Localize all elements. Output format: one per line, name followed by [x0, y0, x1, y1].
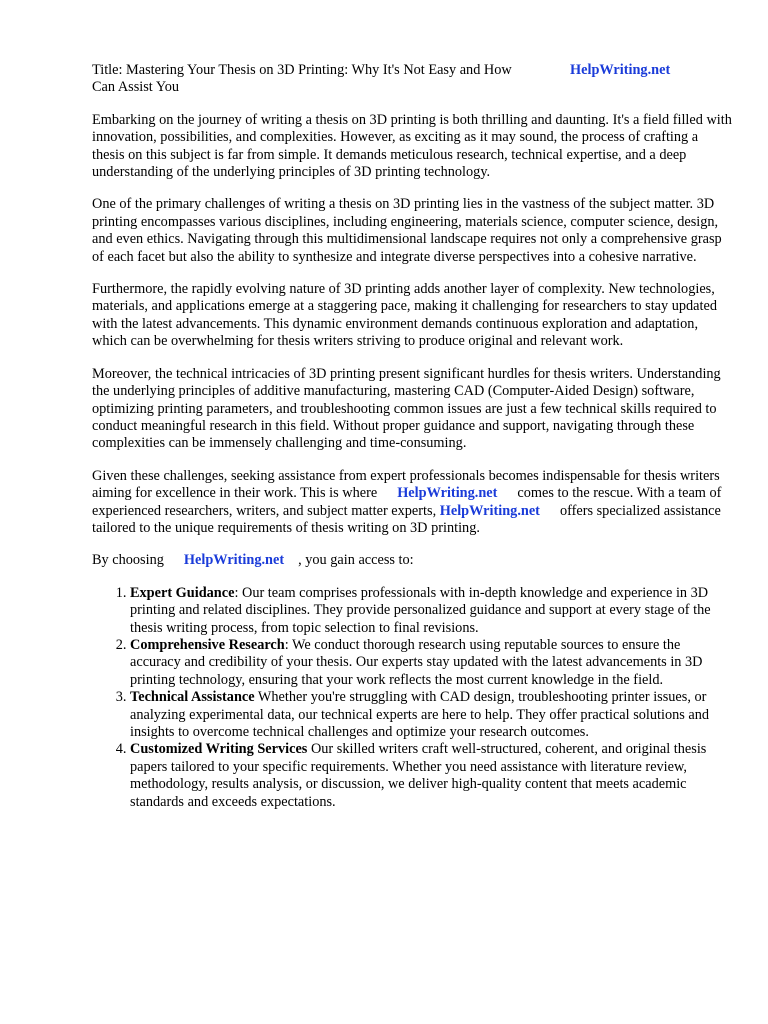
list-item-heading: Technical Assistance: [130, 689, 255, 706]
document-title: [92, 62, 732, 97]
paragraph-intro: Embarking on the journey of writing a thesis on 3D printing is both thrilling and daunting. It's a field filled with innovation, possibilities, and complexities. However, as exciting as it may sound, the process of crafting a thesis on this subject is far from simple. It demands meticulous research, technical expertise, and a deep understanding of the underlying principles of 3D printing technology.: [92, 111, 732, 181]
list-item-text: : Our team comprises professionals with in-depth knowledge and experience in 3D printing and related disciplines. They provide personalized guidance and support at every stage of the thesis writing process, from topic selection to final revisions.: [130, 584, 711, 636]
title-text-line2: Can Assist You: [92, 79, 180, 96]
list-item: [130, 741, 732, 811]
helpwriting-link-2[interactable]: HelpWriting.net: [439, 502, 540, 519]
title-helpwriting-link[interactable]: HelpWriting.net: [570, 62, 671, 78]
list-item-text: Our skilled writers craft well-structured, coherent, and original thesis papers tailored to your specific requirements. Whether you need assistance with literature review, methodology, results analysis, or discussion, we deliver high-quality content that meets academic standards and exceeds expectations.: [130, 741, 707, 810]
choosing-text-2: , you gain access to:: [298, 552, 414, 569]
list-item: [130, 689, 732, 741]
list-item-text: : We conduct thorough research using reputable sources to ensure the accuracy and credibility of your thesis. Our experts stay updated with the latest advancements in 3D printing technology, ensuring that your work reflects the most current knowledge in the field.: [130, 636, 703, 688]
helpwriting-link-3[interactable]: HelpWriting.net: [183, 552, 285, 569]
title-text-line1: Title: Mastering Your Thesis on 3D Printing: Why It's Not Easy and How: [92, 62, 512, 78]
assistance-text-2: comes to the rescue. With a team of experienced researchers, writers, and subject matter experts,: [92, 485, 722, 519]
paragraph-technical-intricacies: Moreover, the technical intricacies of 3D printing present significant hurdles for thesis writers. Understanding the underlying principles of additive manufacturing, mastering CAD (Computer-Aided Design) software, optimizing printing parameters, and troubleshooting common issues are just a few technical skills required to conduct meaningful research in this field. Without proper guidance and support, navigating through these complexities can be immensely challenging and time-consuming.: [92, 365, 721, 452]
list-item-heading: Customized Writing Services: [130, 741, 308, 758]
assistance-text-1: Given these challenges, seeking assistance from expert professionals becomes indispensable for thesis writers aiming for excellence in their work. This is where: [92, 467, 720, 502]
helpwriting-link-1[interactable]: HelpWriting.net: [397, 485, 498, 502]
document-page: [92, 62, 732, 811]
paragraph-challenges: One of the primary challenges of writing a thesis on 3D printing lies in the vastness of the subject matter. 3D printing encompasses various disciplines, including engineering, materials science, computer science, design, and even ethics. Navigating through this multidimensional landscape requires not only a comprehensive grasp of each facet but also the ability to synthesize and integrate diverse perspectives into a cohesive narrative.: [92, 196, 722, 265]
list-item-heading: Expert Guidance: [130, 584, 235, 601]
list-item-heading: Comprehensive Research: [130, 636, 285, 653]
choosing-text-1: By choosing: [92, 552, 164, 569]
paragraph-evolving-nature: Furthermore, the rapidly evolving nature of 3D printing adds another layer of complexity. New technologies, materials, and applications emerge at a staggering pace, making it challenging for researchers to stay updated with the latest advancements. This dynamic environment demands continuous exploration and adaptation, which can be overwhelming for thesis writers striving to produce original and relevant work.: [92, 281, 717, 350]
paragraph-choosing: [92, 552, 732, 569]
benefits-list: [92, 585, 732, 811]
paragraph-assistance: [92, 468, 732, 538]
list-item: [130, 585, 732, 637]
list-item-text: Whether you're struggling with CAD design, troubleshooting printer issues, or analyzing experimental data, our technical experts are here to help. They offer practical solutions and insights to overcome technical challenges and optimize your research outcomes.: [130, 689, 710, 740]
list-item: [130, 637, 732, 689]
assistance-text-3: offers specialized assistance tailored to the unique requirements of thesis writing on 3D printing.: [92, 502, 721, 536]
